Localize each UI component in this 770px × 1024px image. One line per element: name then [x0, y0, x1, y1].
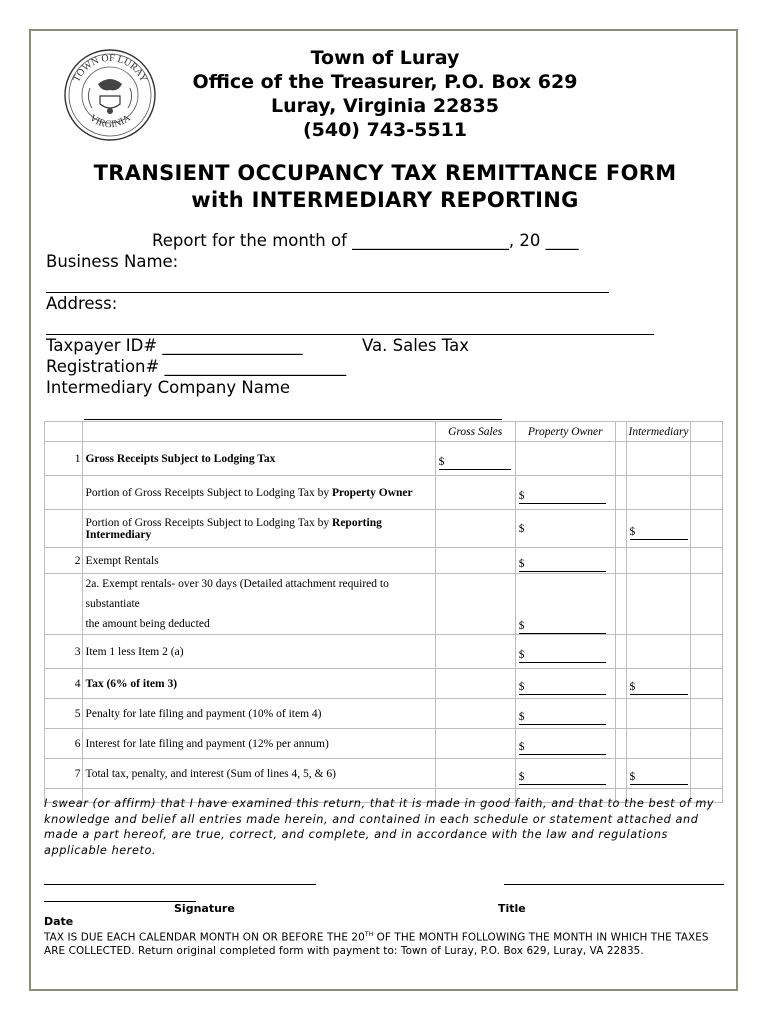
table-header-row	[45, 422, 723, 442]
address-label: Address:	[46, 294, 118, 313]
title-line[interactable]	[504, 884, 724, 885]
header-town: Town of Luray	[310, 47, 460, 69]
table-row: Portion of Gross Receipts Subject to Lodging Tax by Reporting Intermediary $ $	[45, 510, 723, 548]
header-phone: (540) 743-5511	[302, 119, 468, 141]
business-name-label: Business Name:	[46, 252, 179, 271]
signature-label: Signature	[174, 902, 235, 915]
title-label: Title	[498, 902, 526, 915]
col-property-owner: Property Owner	[515, 422, 615, 442]
table-row: 5 Penalty for late filing and payment (10% of item 4) $	[45, 699, 723, 729]
gross-sales-amount[interactable]: $	[435, 442, 515, 476]
table-top-rule	[84, 419, 502, 420]
report-month-field[interactable]: Report for the month of ___________________, 20 ____	[152, 231, 579, 250]
table-row: 2 Exempt Rentals $	[45, 548, 723, 574]
intermediary-company-label: Intermediary Company Name	[46, 378, 291, 397]
table-row: 6 Interest for late filing and payment (12% per annum) $	[45, 729, 723, 759]
col-gross-sales: Gross Sales	[435, 422, 515, 442]
intermediary-portion-amount[interactable]: $	[626, 510, 691, 548]
total-owner-amount[interactable]: $	[515, 759, 615, 789]
town-seal-logo	[62, 48, 158, 142]
address-line[interactable]	[46, 334, 654, 335]
footer-instructions: TAX IS DUE EACH CALENDAR MONTH ON OR BEFORE THE 20TH OF THE MONTH FOLLOWING THE MONTH IN WHICH THE TAXES ARE COLLECTED. Return original completed form with payment to: Town of Luray, P.O. Box 629, Luray, VA 22835.	[44, 931, 709, 957]
form-subtitle: with INTERMEDIARY REPORTING	[191, 188, 579, 212]
form-title: TRANSIENT OCCUPANCY TAX REMITTANCE FORM	[93, 161, 677, 185]
remittance-table	[44, 421, 723, 803]
tax-owner-amount[interactable]: $	[515, 669, 615, 699]
intermediary-portion-owner: $	[515, 510, 615, 548]
tax-intermediary-amount[interactable]: $	[626, 669, 691, 699]
table-row: 2a. Exempt rentals- over 30 days (Detailed attachment required to substantiate the amount being deducted $	[45, 574, 723, 635]
penalty-amount[interactable]: $	[515, 699, 615, 729]
signature-line[interactable]	[44, 884, 316, 885]
interest-amount[interactable]: $	[515, 729, 615, 759]
date-label: Date	[44, 915, 74, 928]
header-office: Office of the Treasurer, P.O. Box 629	[192, 71, 578, 93]
table-row: 3 Item 1 less Item 2 (a) $	[45, 635, 723, 669]
table-row: 1 Gross Receipts Subject to Lodging Tax $	[45, 442, 723, 476]
taxpayer-id-field[interactable]: Taxpayer ID# _________________	[46, 336, 303, 355]
col-intermediary: Intermediary	[626, 422, 691, 442]
table-row: Portion of Gross Receipts Subject to Lodging Tax by Property Owner $	[45, 476, 723, 510]
owner-portion-amount[interactable]: $	[515, 476, 615, 510]
total-intermediary-amount[interactable]: $	[626, 759, 691, 789]
exempt-30day-amount[interactable]: $	[515, 574, 615, 635]
header-city: Luray, Virginia 22835	[271, 95, 499, 117]
oath-statement: I swear (or affirm) that I have examined this return, that it is made in good faith, and that to the best of my knowledge and belief all entries made herein, and contained in each schedule or statement attached and made a part hereof, are true, correct, and complete, and in accordance with the law and regulations applicable hereto.	[44, 797, 715, 857]
exempt-rentals-amount[interactable]: $	[515, 548, 615, 574]
svg-text:TOWN OF LURAY: TOWN OF LURAY	[71, 52, 149, 84]
svg-text:VIRGINIA: VIRGINIA	[87, 112, 133, 131]
table-row: 7 Total tax, penalty, and interest (Sum of lines 4, 5, & 6) $ $	[45, 759, 723, 789]
item3-amount[interactable]: $	[515, 635, 615, 669]
sales-tax-label: Va. Sales Tax	[362, 336, 469, 355]
registration-field[interactable]: Registration# ______________________	[46, 357, 347, 376]
business-name-line[interactable]	[46, 292, 609, 293]
table-row: 4 Tax (6% of item 3) $ $	[45, 669, 723, 699]
